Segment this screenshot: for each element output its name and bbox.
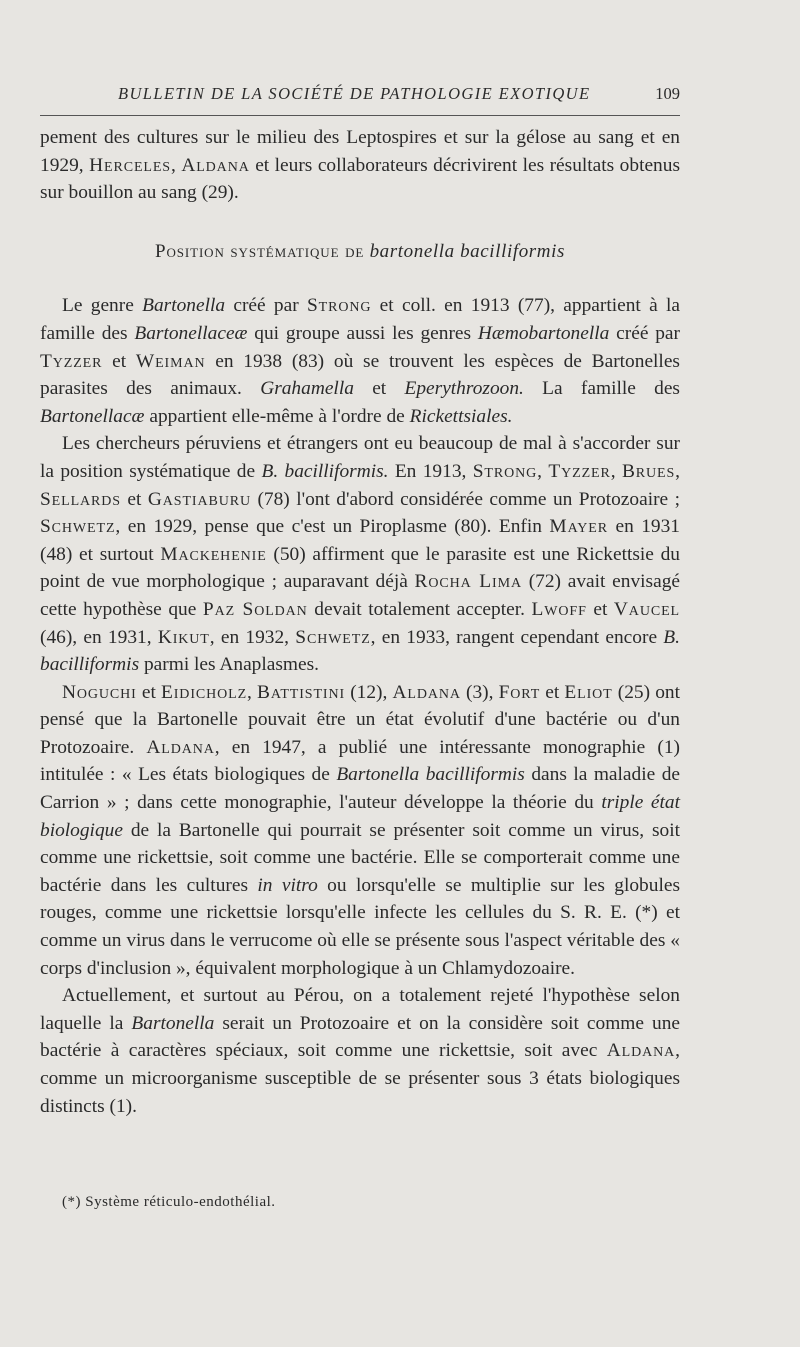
author-name: Mackehenie [160,543,267,565]
author-name: Strong [306,295,372,317]
paragraph-noguchi: Noguchi et Eidicholz, Battistini (12), Aldana (3), Fort et Eliot (25) ont pensé que la Bartonelle pouvait être un état évolutif d'une bactérie ou d'un Protozoaire. Aldana, en 1947, a publié une intéressante monographie (1) intitulée : « Les états biologiques de Bartonella bacilliformis dans la maladie de Carrion » ; dans cette monographie, l'auteur développe la théorie du triple état biologique de la Bartonelle qui pourrait se présenter soit comme un virus, soit comme une rickettsie, soit comme une bactérie. Elle se comporterait comme une bactérie dans les cultures in vitro ou lorsqu'elle se multiplie sur les globules rouges, comme une rickettsie lorsqu'elle infecte les cellules du S. R. E. (*) et comme un virus dans le verrucome où elle se présente sous l'aspect véritable des « corps d'inclusion », équivalent morphologique à un Chlamydozoaire. [40,681,681,979]
author-name: Eidicholz [161,681,248,703]
author-name: Weiman [135,350,206,372]
journal-title: BULLETIN DE LA SOCIÉTÉ DE PATHOLOGIE EXOTIQUE [118,84,591,103]
author-name: Rocha Lima [414,571,522,593]
author-name: Aldana [146,736,215,758]
author-name: Schwetz [295,626,371,648]
author-name: Mayer [549,516,608,538]
author-name: Noguchi [62,681,137,703]
author-name: Herceles [89,154,171,176]
author-name: Aldana [606,1040,676,1062]
author-name: Strong [472,460,538,482]
intro-paragraph: pement des cultures sur le milieu des Leptospires et sur la gélose au sang et en 1929, Herceles, Aldana et leurs collaborateurs décrivirent les résultats obtenus sur bouillon au sang (29). [40,127,680,204]
author-name: Aldana [181,154,250,176]
page-number: 109 [655,84,680,103]
author-name: Eliot [564,681,613,703]
author-name: Aldana [392,681,461,703]
author-name: Paz Soldan [202,598,308,620]
species-name: bartonella bacilliformis [369,240,565,262]
header-rule [40,115,680,116]
author-name: Gastiaburu [147,488,251,510]
author-name: Tyzzer [548,460,611,482]
section-heading: Position systématique de bartonella bacilliformis [154,240,565,262]
running-header [40,84,680,110]
paragraph-genre: Le genre Bartonella créé par Strong et coll. en 1913 (77), appartient à la famille des Bartonellaceæ qui groupe aussi les genres Hæmobartonella créé par Tyzzer et Weiman en 1938 (83) où se trouvent les espèces de Bartonelles parasites des animaux. Grahamella et Eperythrozoon. La famille des Bartonellacæ appartient elle-même à l'ordre de Rickettsiales. [40,295,680,427]
author-name: Lwoff [531,598,587,620]
author-name: Kikut [157,626,210,648]
paragraph-actuellement: Actuellement, et surtout au Pérou, on a totalement rejeté l'hypothèse selon laquelle la Bartonella serait un Protozoaire et on la considère soit comme une bactérie à caractères spéciaux, soit comme une rickettsie, soit avec Aldana, comme un microorganisme susceptible de se présenter sous 3 états biologiques distincts (1). [40,985,681,1117]
footnote: (*) Système réticulo-endothélial. [62,1194,276,1210]
author-name: Battistini [257,681,346,703]
body-text [40,124,680,1120]
author-name: Fort [498,681,541,703]
author-name: Sellards [40,488,121,510]
author-name: Tyzzer [40,350,103,372]
author-name: Schwetz [40,516,116,538]
paragraph-chercheurs: Les chercheurs péruviens et étrangers ont eu beaucoup de mal à s'accorder sur la position systématique de B. bacilliformis. En 1913, Strong, Tyzzer, Brues, Sellards et Gastiaburu (78) l'ont d'abord considérée comme un Protozoaire ; Schwetz, en 1929, pense que c'est un Piroplasme (80). Enfin Mayer en 1931 (48) et surtout Mackehenie (50) affirment que le parasite est une Rickettsie du point de vue morphologique ; auparavant déjà Rocha Lima (72) avait envisagé cette hypothèse que Paz Soldan devait totalement accepter. Lwoff et Vaucel (46), en 1931, Kikut, en 1932, Schwetz, en 1933, rangent cependant encore B. bacilliformis parmi les Anaplasmes. [40,433,681,676]
author-name: Vaucel [613,598,680,620]
author-name: Brues [621,460,676,482]
